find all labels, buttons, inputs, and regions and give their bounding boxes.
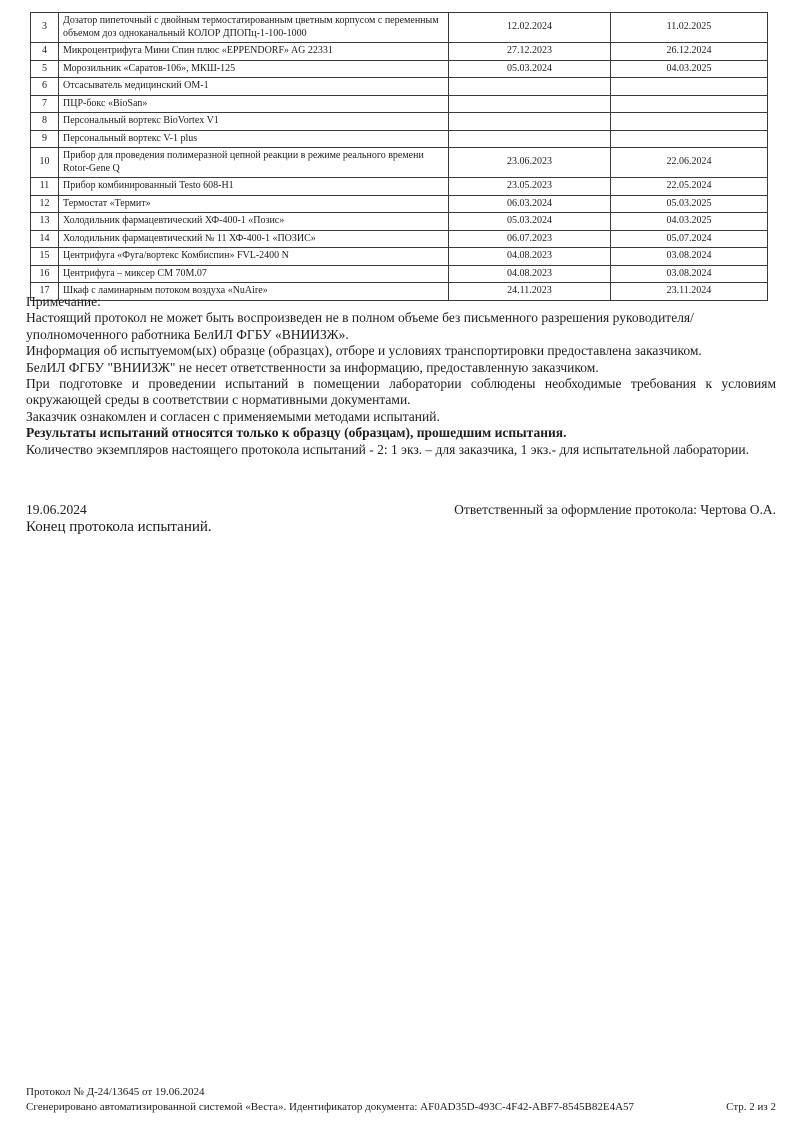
equipment-row xyxy=(31,178,768,196)
cell-date1: 04.08.2023 xyxy=(449,248,611,266)
cell-date2: 05.07.2024 xyxy=(611,230,768,248)
equipment-row xyxy=(31,265,768,283)
cell-num: 10 xyxy=(31,148,59,178)
page-footer xyxy=(26,1085,776,1114)
cell-num: 4 xyxy=(31,43,59,61)
cell-date2: 04.03.2025 xyxy=(611,213,768,231)
equipment-table xyxy=(30,12,768,301)
cell-date2: 11.02.2025 xyxy=(611,13,768,43)
note-paragraph: БелИЛ ФГБУ "ВНИИЗЖ" не несет ответственности за информацию, предоставленную заказчиком. xyxy=(26,359,599,375)
protocol-date: 19.06.2024 xyxy=(26,502,87,517)
equipment-row xyxy=(31,13,768,43)
cell-date1: 23.05.2023 xyxy=(449,178,611,196)
signature-row xyxy=(26,502,776,518)
footer-page-number: Стр. 2 из 2 xyxy=(726,1100,776,1113)
cell-date2 xyxy=(611,113,768,131)
equipment-row xyxy=(31,148,768,178)
equipment-row xyxy=(31,130,768,148)
cell-name: Персональный вортекс V-1 plus xyxy=(59,130,449,148)
cell-date1 xyxy=(449,95,611,113)
cell-date2 xyxy=(611,130,768,148)
cell-num: 7 xyxy=(31,95,59,113)
cell-num: 13 xyxy=(31,213,59,231)
cell-name: Микроцентрифуга Мини Спин плюс «EPPENDORF» AG 22331 xyxy=(59,43,449,61)
cell-num: 9 xyxy=(31,130,59,148)
cell-date1: 24.11.2023 xyxy=(449,283,611,301)
cell-date2: 26.12.2024 xyxy=(611,43,768,61)
cell-name: Центрифуга – миксер СМ 70М.07 xyxy=(59,265,449,283)
note-paragraph: Результаты испытаний относятся только к образцу (образцам), прошедшим испытания. xyxy=(26,425,567,441)
end-of-protocol-line: Конец протокола испытаний. xyxy=(26,519,212,535)
cell-name: Прибор для проведения полимеразной цепной реакции в режиме реального времени Rotor-Gene Q xyxy=(59,148,449,178)
cell-num: 15 xyxy=(31,248,59,266)
equipment-row xyxy=(31,113,768,131)
cell-name: Дозатор пипеточный с двойным термостатированным цветным корпусом с переменным объемом доз одноканальный КОЛОР ДПОПц-1-100-1000 xyxy=(59,13,449,43)
notes-heading: Примечание: xyxy=(26,294,101,309)
cell-date2 xyxy=(611,95,768,113)
cell-date1 xyxy=(449,130,611,148)
cell-name: Термостат «Термит» xyxy=(59,195,449,213)
cell-date2: 23.11.2024 xyxy=(611,283,768,301)
cell-name: Морозильник «Саратов-106», МКШ-125 xyxy=(59,60,449,78)
equipment-row xyxy=(31,43,768,61)
cell-num: 3 xyxy=(31,13,59,43)
cell-name: ПЦР-бокс «BioSan» xyxy=(59,95,449,113)
note-paragraph: При подготовке и проведении испытаний в помещении лаборатории соблюдены необходимые требования к условиям окружающей среды в соответствии с нормативными документами. xyxy=(26,376,776,408)
cell-name: Прибор комбинированный Testo 608-H1 xyxy=(59,178,449,196)
cell-date2 xyxy=(611,78,768,96)
equipment-row xyxy=(31,230,768,248)
equipment-table-body xyxy=(31,13,768,301)
equipment-row xyxy=(31,195,768,213)
note-paragraph: Заказчик ознакомлен и согласен с применяемыми методами испытаний. xyxy=(26,408,440,424)
cell-num: 11 xyxy=(31,178,59,196)
responsible-person-line: Ответственный за оформление протокола: Чертова О.А. xyxy=(454,502,776,517)
cell-name: Холодильник фармацевтический ХФ-400-1 «Позис» xyxy=(59,213,449,231)
cell-date2: 03.08.2024 xyxy=(611,248,768,266)
footer-protocol-number: Протокол № Д-24/13645 от 19.06.2024 xyxy=(26,1086,205,1098)
cell-date2: 22.05.2024 xyxy=(611,178,768,196)
cell-name: Центрифуга «Фуга/вортекс Комбиспин» FVL-2400 N xyxy=(59,248,449,266)
equipment-row xyxy=(31,213,768,231)
cell-date1: 06.03.2024 xyxy=(449,195,611,213)
footer-second-row xyxy=(26,1100,776,1115)
cell-date1: 27.12.2023 xyxy=(449,43,611,61)
cell-num: 5 xyxy=(31,60,59,78)
cell-date1: 12.02.2024 xyxy=(449,13,611,43)
cell-date2: 04.03.2025 xyxy=(611,60,768,78)
cell-date2: 22.06.2024 xyxy=(611,148,768,178)
cell-date1: 04.08.2023 xyxy=(449,265,611,283)
cell-num: 17 xyxy=(31,283,59,301)
cell-date1: 06.07.2023 xyxy=(449,230,611,248)
equipment-row xyxy=(31,78,768,96)
cell-date1: 23.06.2023 xyxy=(449,148,611,178)
cell-num: 6 xyxy=(31,78,59,96)
cell-date1 xyxy=(449,113,611,131)
equipment-row xyxy=(31,95,768,113)
notes-section xyxy=(26,294,776,458)
equipment-row xyxy=(31,248,768,266)
cell-name: Персональный вортекс BioVortex V1 xyxy=(59,113,449,131)
footer-generated-by: Сгенерировано автоматизированной системой «Веста». Идентификатор документа: AF0AD35D-493C-4F42-ABF7-8545B82E4A57 xyxy=(26,1100,635,1113)
cell-date1 xyxy=(449,78,611,96)
cell-date2: 05.03.2025 xyxy=(611,195,768,213)
note-paragraph: Количество экземпляров настоящего протокола испытаний - 2: 1 экз. – для заказчика, 1 экз.- для испытательной лаборатории. xyxy=(26,441,749,457)
cell-num: 12 xyxy=(31,195,59,213)
cell-num: 16 xyxy=(31,265,59,283)
equipment-row xyxy=(31,60,768,78)
cell-date2: 03.08.2024 xyxy=(611,265,768,283)
cell-name: Шкаф с ламинарным потоком воздуха «NuAire» xyxy=(59,283,449,301)
cell-date1: 05.03.2024 xyxy=(449,213,611,231)
cell-num: 14 xyxy=(31,230,59,248)
cell-name: Отсасыватель медицинский ОМ-1 xyxy=(59,78,449,96)
cell-date1: 05.03.2024 xyxy=(449,60,611,78)
notes-paragraphs xyxy=(26,310,776,458)
cell-name: Холодильник фармацевтический № 11 ХФ-400-1 «ПОЗИС» xyxy=(59,230,449,248)
cell-num: 8 xyxy=(31,113,59,131)
note-paragraph: Информация об испытуемом(ых) образце (образцах), отборе и условиях транспортировки предоставлена заказчиком. xyxy=(26,343,702,359)
note-paragraph: Настоящий протокол не может быть воспроизведен не в полном объеме без письменного разрешения руководителя/уполномоченного работника БелИЛ ФГБУ «ВНИИЗЖ». xyxy=(26,310,694,342)
